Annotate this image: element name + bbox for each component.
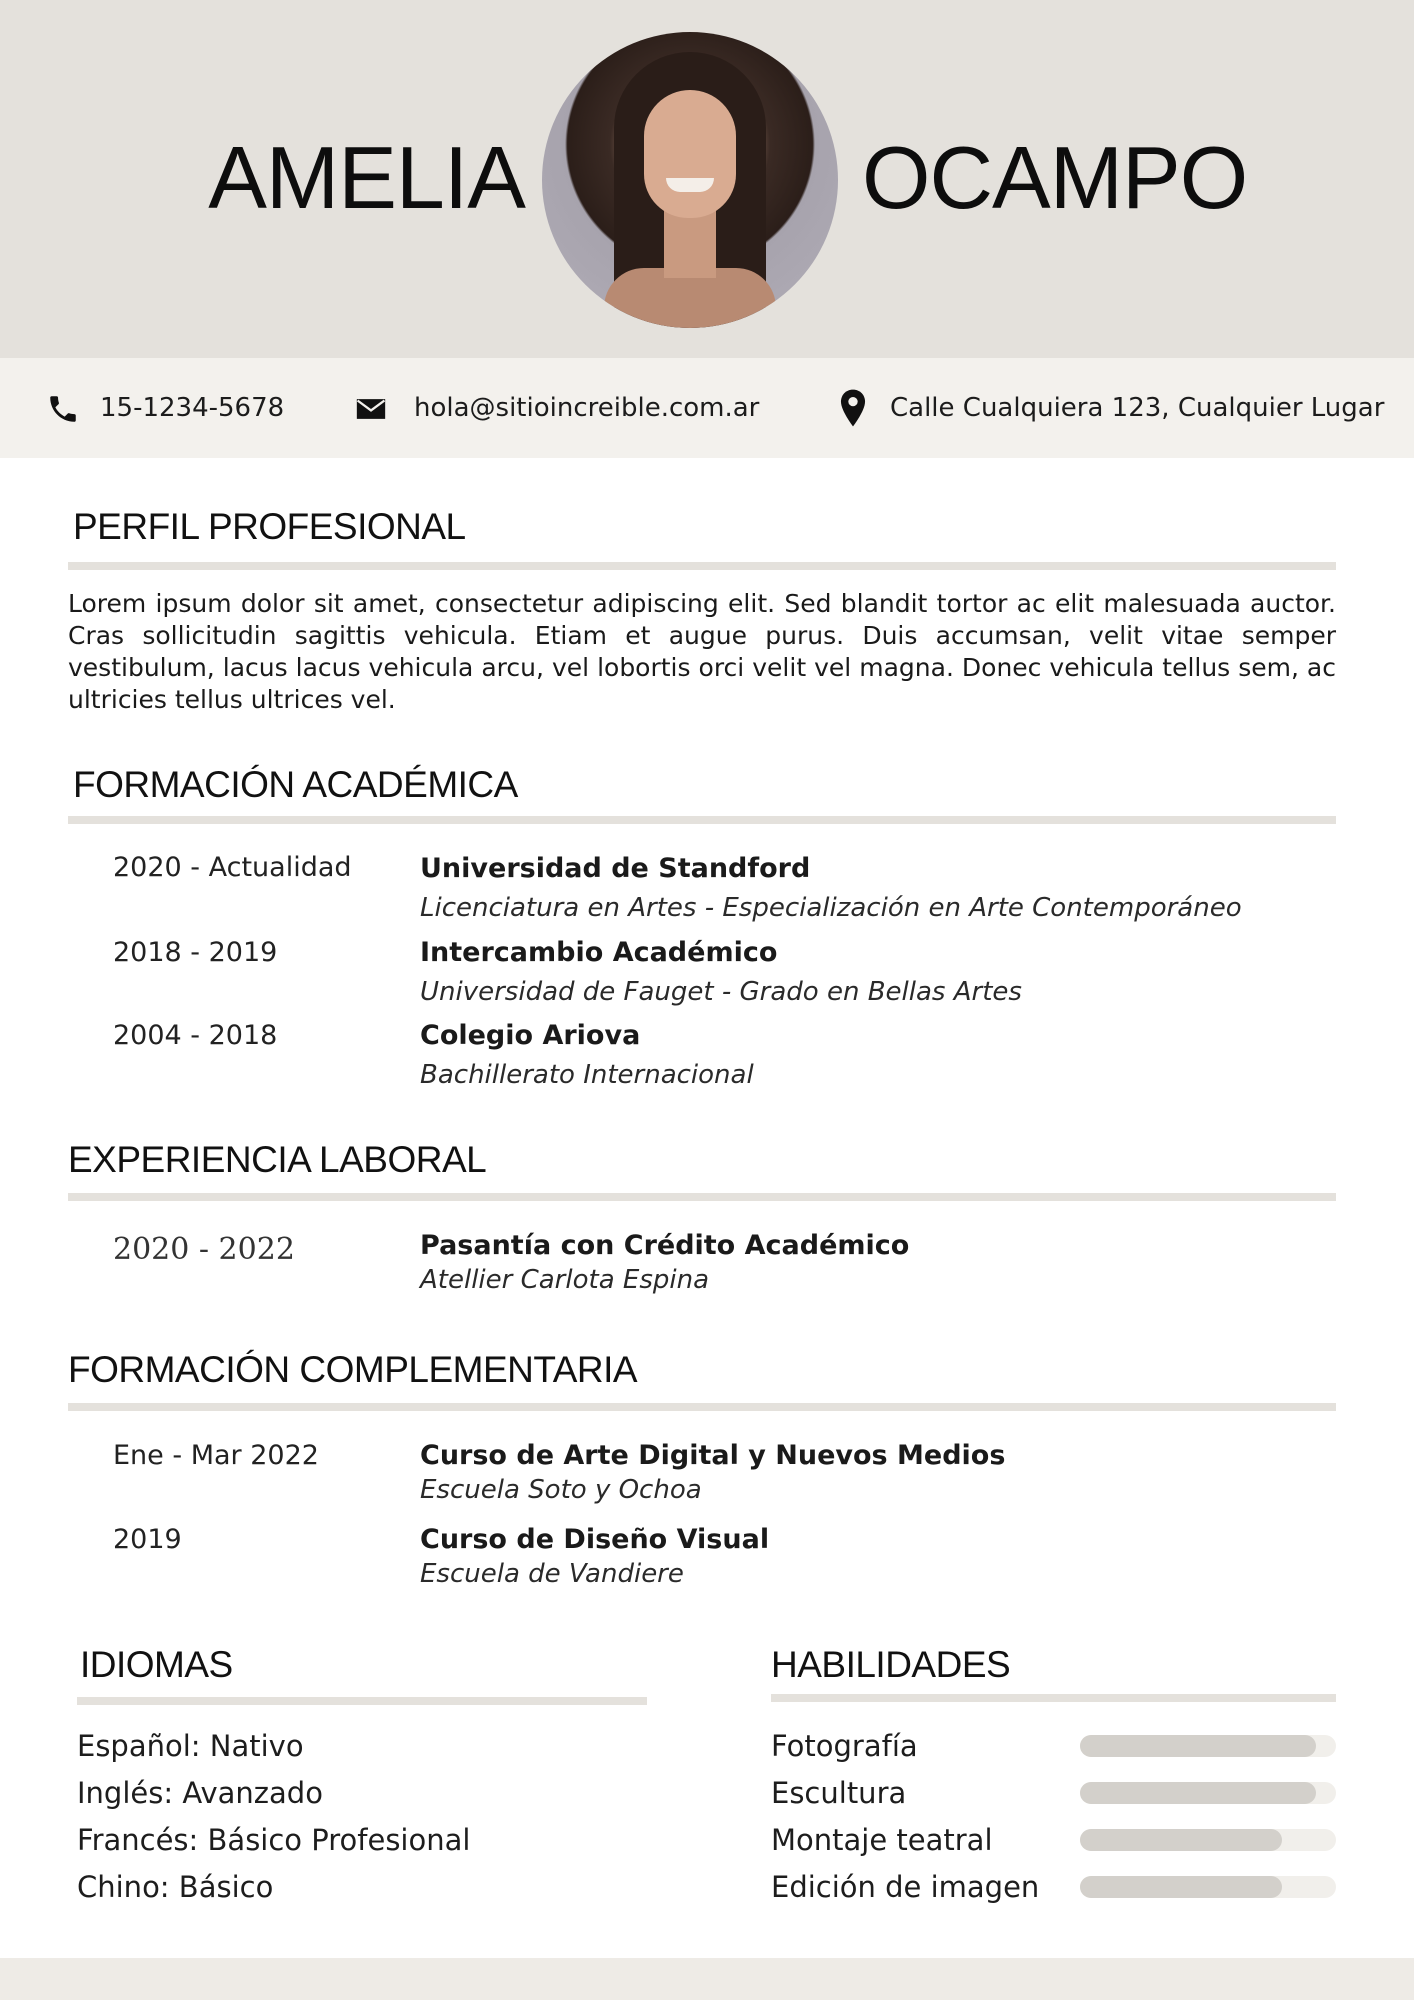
education-institution: Universidad de Standford — [420, 853, 811, 884]
language-item: Español: Nativo — [77, 1729, 304, 1763]
skill-level-fill — [1080, 1735, 1316, 1757]
skill-level-fill — [1080, 1876, 1282, 1898]
section-divider — [68, 1193, 1336, 1201]
education-institution: Intercambio Académico — [420, 937, 778, 968]
course-name: Curso de Diseño Visual — [420, 1524, 770, 1555]
experience-role: Pasantía con Crédito Académico — [420, 1230, 910, 1261]
section-divider — [771, 1694, 1336, 1702]
course-date: 2019 — [113, 1524, 182, 1555]
education-date: 2018 - 2019 — [113, 937, 278, 968]
section-title-education: FORMACIÓN ACADÉMICA — [73, 764, 518, 805]
section-title-courses: FORMACIÓN COMPLEMENTARIA — [68, 1349, 638, 1390]
location-pin-icon — [836, 388, 870, 428]
language-item: Francés: Básico Profesional — [77, 1823, 471, 1857]
street-address: Calle Cualquiera 123, Cualquier Lugar — [890, 393, 1385, 423]
section-title-experience: EXPERIENCIA LABORAL — [68, 1139, 487, 1180]
skill-level-bar — [1080, 1735, 1336, 1757]
education-date: 2020 - Actualidad — [113, 852, 352, 883]
section-title-profile: PERFIL PROFESIONAL — [73, 506, 466, 547]
profile-photo — [542, 32, 838, 328]
language-item: Inglés: Avanzado — [77, 1776, 323, 1810]
skill-level-fill — [1080, 1782, 1316, 1804]
footer-band — [0, 1958, 1414, 2000]
skill-label: Montaje teatral — [771, 1823, 993, 1857]
skill-level-bar — [1080, 1782, 1336, 1804]
phone-number: 15-1234-5678 — [100, 393, 285, 423]
section-divider — [68, 816, 1336, 824]
skill-level-fill — [1080, 1829, 1282, 1851]
education-date: 2004 - 2018 — [113, 1020, 278, 1051]
course-date: Ene - Mar 2022 — [113, 1440, 319, 1471]
course-name: Curso de Arte Digital y Nuevos Medios — [420, 1440, 1006, 1471]
section-title-languages: IDIOMAS — [80, 1644, 233, 1685]
education-degree: Bachillerato Internacional — [420, 1060, 754, 1090]
skill-label: Edición de imagen — [771, 1870, 1040, 1904]
education-institution: Colegio Ariova — [420, 1020, 641, 1051]
section-divider — [68, 562, 1336, 570]
email-address: hola@sitioincreible.com.ar — [414, 393, 760, 423]
skill-label: Escultura — [771, 1776, 907, 1810]
course-school: Escuela de Vandiere — [420, 1559, 684, 1589]
photo-neck-shape — [664, 208, 716, 278]
section-divider — [68, 1403, 1336, 1411]
photo-face-shape — [644, 90, 736, 218]
skill-level-bar — [1080, 1829, 1336, 1851]
section-divider — [77, 1697, 647, 1705]
course-school: Escuela Soto y Ochoa — [420, 1475, 702, 1505]
first-name: AMELIA — [208, 128, 525, 227]
skill-level-bar — [1080, 1876, 1336, 1898]
language-item: Chino: Básico — [77, 1870, 274, 1904]
experience-company: Atellier Carlota Espina — [420, 1265, 710, 1295]
experience-date: 2020 - 2022 — [113, 1232, 295, 1267]
education-degree: Universidad de Fauget - Grado en Bellas Artes — [420, 977, 1022, 1007]
photo-smile-shape — [666, 178, 714, 192]
profile-paragraph: Lorem ipsum dolor sit amet, consectetur adipiscing elit. Sed blandit tortor ac elit malesuada auctor. Cras sollicitudin sagittis vehicula. Etiam et augue purus. Duis accumsan, velit vitae semper vestibulum, lacus lacus vehicula arcu, vel lobortis orci velit vel magna. Donec vehicula tellus sem, ac ultricies tellus ultrices vel. — [68, 589, 1336, 714]
education-degree: Licenciatura en Artes - Especialización en Arte Contemporáneo — [420, 893, 1242, 923]
last-name: OCAMPO — [862, 128, 1248, 227]
mail-icon — [354, 392, 388, 426]
skill-label: Fotografía — [771, 1729, 918, 1763]
section-title-skills: HABILIDADES — [771, 1644, 1011, 1685]
phone-icon — [46, 392, 80, 426]
